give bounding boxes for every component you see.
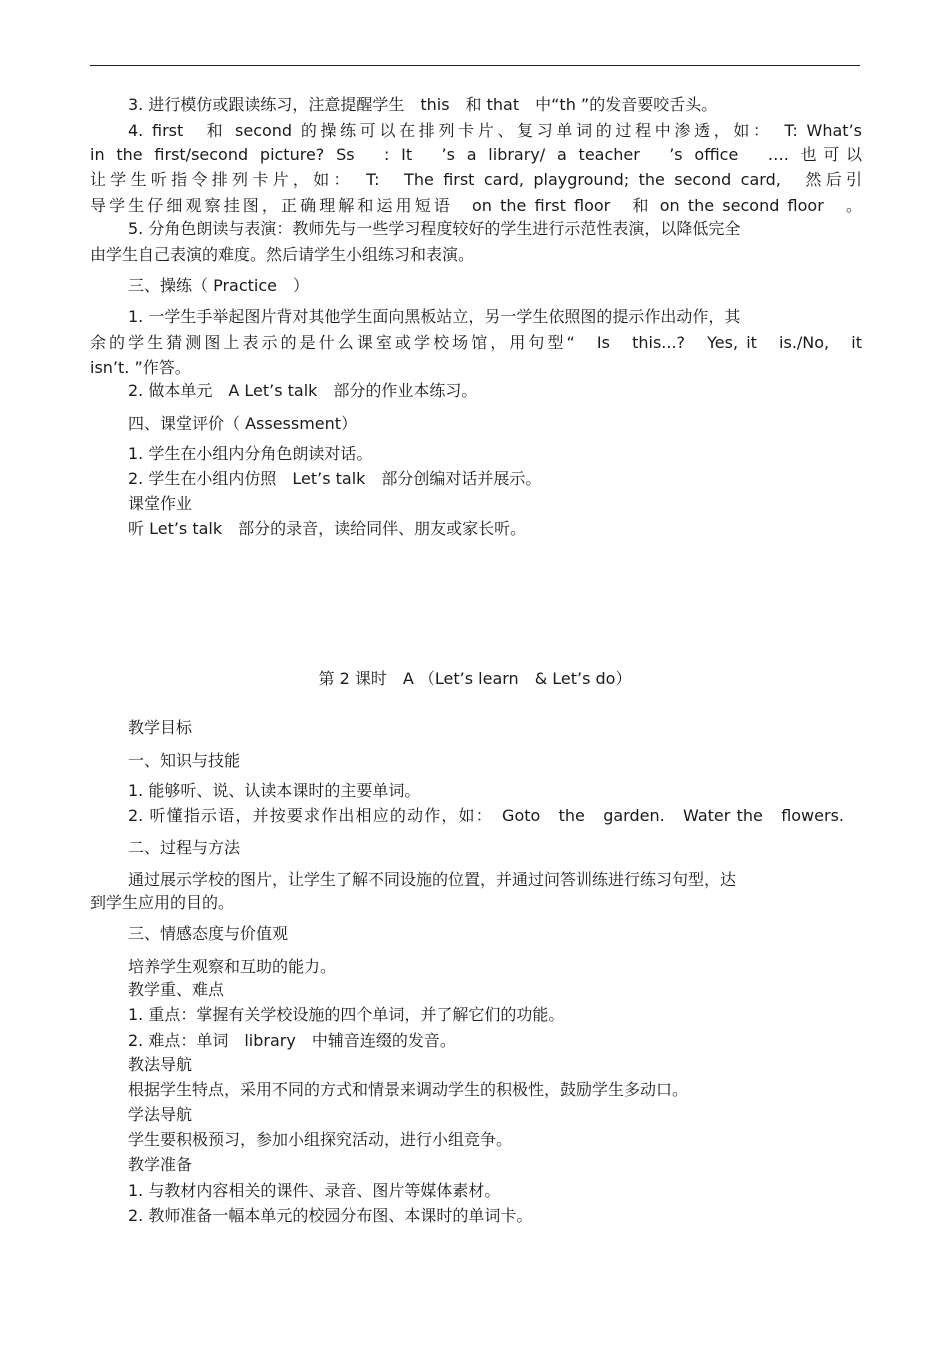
paragraph-line: 让学生听指令排列卡片，如： T: The first card, playground; the second card, 然后引 [90,170,862,189]
header-rule [90,65,860,66]
subsection-heading: 教学重、难点 [128,980,225,999]
paragraph-line: 1. 能够听、说、认读本课时的主要单词。 [128,781,421,800]
subsection-heading: 教学准备 [128,1155,193,1174]
paragraph-line: in the first/second picture? Ss : It ’s a library/ a teacher ’s office …. 也可以 [90,145,862,164]
paragraph-line: 由学生自己表演的难度。然后请学生小组练习和表演。 [90,245,475,264]
paragraph-line: 3. 进行模仿或跟读练习，注意提醒学生 this 和 that 中“th ”的发音要咬舌头。 [128,95,718,114]
paragraph-line: 2. 难点：单词 library 中辅音连缀的发音。 [128,1031,456,1050]
section-heading: 一、知识与技能 [128,751,241,770]
paragraph-line: isn’t. ”作答。 [90,358,191,377]
section-heading: 教学目标 [128,718,193,737]
paragraph-line: 学生要积极预习，参加小组探究活动，进行小组竞争。 [128,1130,513,1149]
section-heading: 三、操练（ Practice ） [128,276,309,295]
subsection-heading: 教法导航 [128,1055,193,1074]
subsection-heading: 课堂作业 [128,494,193,513]
paragraph-line: 4. first 和 second 的操练可以在排列卡片、复习单词的过程中渗透，如： T: What’s [128,121,862,140]
paragraph-line: 根据学生特点，采用不同的方式和情景来调动学生的积极性，鼓励学生多动口。 [128,1080,689,1099]
paragraph-line: 2. 学生在小组内仿照 Let’s talk 部分创编对话并展示。 [128,469,542,488]
lesson-title: 第 2 课时 A （Let’s learn & Let’s do） [318,669,632,688]
paragraph-line: 余的学生猜测图上表示的是什么课室或学校场馆，用句型“ Is this...? Yes, it is./No, it [90,333,862,352]
subsection-heading: 学法导航 [128,1105,193,1124]
paragraph-line: 2. 教师准备一幅本单元的校园分布图、本课时的单词卡。 [128,1206,533,1225]
paragraph-line: 2. 做本单元 A Let’s talk 部分的作业本练习。 [128,381,478,400]
paragraph-line: 2. 听懂指示语，并按要求作出相应的动作，如： Goto the garden. Water the flowers. [128,806,844,825]
paragraph-line: 通过展示学校的图片，让学生了解不同设施的位置，并通过问答训练进行练习句型，达 [128,870,737,889]
paragraph-line: 听 Let’s talk 部分的录音，读给同伴、朋友或家长听。 [128,519,527,538]
paragraph-line: 1. 一学生手举起图片背对其他学生面向黑板站立，另一学生依照图的提示作出动作，其 [128,307,741,326]
paragraph-line: 1. 重点：掌握有关学校设施的四个单词，并了解它们的功能。 [128,1005,565,1024]
paragraph-line: 导学生仔细观察挂图，正确理解和运用短语 on the first floor 和 on the second floor 。 [90,196,862,215]
section-heading: 四、课堂评价（ Assessment） [128,414,358,433]
paragraph-line: 1. 学生在小组内分角色朗读对话。 [128,444,373,463]
paragraph-line: 5. 分角色朗读与表演：教师先与一些学习程度较好的学生进行示范性表演，以降低完全 [128,219,741,238]
paragraph-line: 1. 与教材内容相关的课件、录音、图片等媒体素材。 [128,1181,501,1200]
paragraph-line: 培养学生观察和互助的能力。 [128,957,337,976]
paragraph-line: 到学生应用的目的。 [90,893,235,912]
section-heading: 二、过程与方法 [128,838,241,857]
section-heading: 三、情感态度与价值观 [128,924,289,943]
